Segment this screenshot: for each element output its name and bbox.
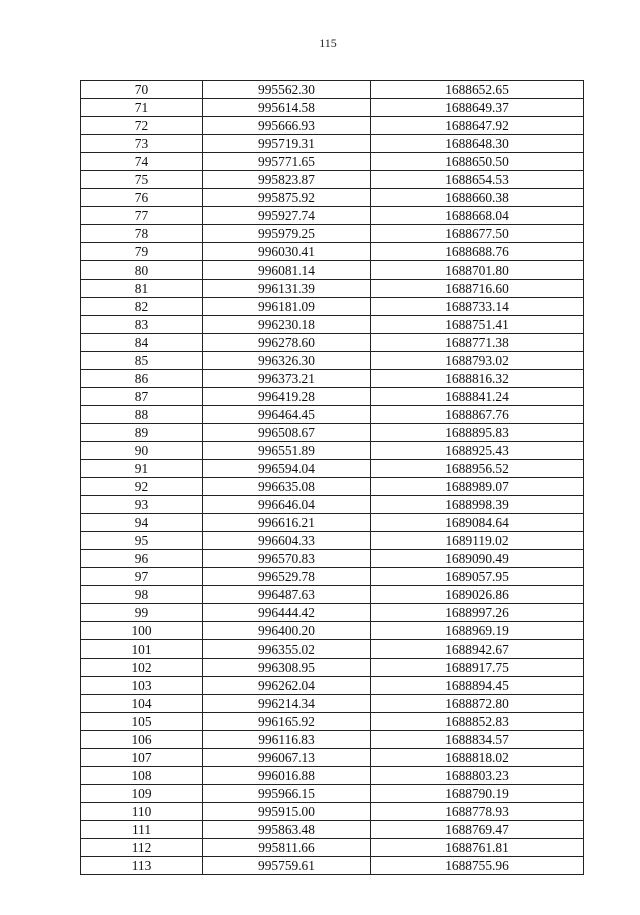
point-number-cell: 88 <box>81 405 203 423</box>
x-coordinate-cell: 996604.33 <box>203 532 371 550</box>
table-row <box>81 423 584 441</box>
point-number-cell: 105 <box>81 712 203 730</box>
x-coordinate-cell: 996326.30 <box>203 351 371 369</box>
table-row <box>81 550 584 568</box>
y-coordinate-cell: 1688778.93 <box>371 802 584 820</box>
table-row <box>81 766 584 784</box>
point-number-cell: 81 <box>81 279 203 297</box>
table-row <box>81 243 584 261</box>
x-coordinate-cell: 996444.42 <box>203 604 371 622</box>
y-coordinate-cell: 1688867.76 <box>371 405 584 423</box>
y-coordinate-cell: 1688654.53 <box>371 171 584 189</box>
point-number-cell: 80 <box>81 261 203 279</box>
point-number-cell: 87 <box>81 387 203 405</box>
table-row <box>81 604 584 622</box>
table-row <box>81 207 584 225</box>
x-coordinate-cell: 996594.04 <box>203 459 371 477</box>
table-row <box>81 838 584 856</box>
x-coordinate-cell: 996529.78 <box>203 568 371 586</box>
table-row <box>81 694 584 712</box>
point-number-cell: 112 <box>81 838 203 856</box>
x-coordinate-cell: 996419.28 <box>203 387 371 405</box>
table-row <box>81 297 584 315</box>
y-coordinate-cell: 1688755.96 <box>371 857 584 875</box>
y-coordinate-cell: 1688751.41 <box>371 315 584 333</box>
table-row <box>81 459 584 477</box>
x-coordinate-cell: 996355.02 <box>203 640 371 658</box>
y-coordinate-cell: 1688852.83 <box>371 712 584 730</box>
y-coordinate-cell: 1688716.60 <box>371 279 584 297</box>
coordinates-table <box>80 80 584 875</box>
point-number-cell: 84 <box>81 333 203 351</box>
point-number-cell: 95 <box>81 532 203 550</box>
point-number-cell: 108 <box>81 766 203 784</box>
table-row <box>81 99 584 117</box>
table-row <box>81 802 584 820</box>
table-row <box>81 369 584 387</box>
y-coordinate-cell: 1688793.02 <box>371 351 584 369</box>
table-row <box>81 315 584 333</box>
point-number-cell: 90 <box>81 441 203 459</box>
y-coordinate-cell: 1688998.39 <box>371 496 584 514</box>
table-row <box>81 225 584 243</box>
y-coordinate-cell: 1689084.64 <box>371 514 584 532</box>
table-row <box>81 333 584 351</box>
y-coordinate-cell: 1688733.14 <box>371 297 584 315</box>
y-coordinate-cell: 1688701.80 <box>371 261 584 279</box>
x-coordinate-cell: 995759.61 <box>203 857 371 875</box>
x-coordinate-cell: 996278.60 <box>203 333 371 351</box>
x-coordinate-cell: 996116.83 <box>203 730 371 748</box>
point-number-cell: 98 <box>81 586 203 604</box>
point-number-cell: 82 <box>81 297 203 315</box>
table-row <box>81 586 584 604</box>
x-coordinate-cell: 995979.25 <box>203 225 371 243</box>
y-coordinate-cell: 1688761.81 <box>371 838 584 856</box>
x-coordinate-cell: 996373.21 <box>203 369 371 387</box>
x-coordinate-cell: 995811.66 <box>203 838 371 856</box>
y-coordinate-cell: 1688660.38 <box>371 189 584 207</box>
y-coordinate-cell: 1688803.23 <box>371 766 584 784</box>
table-row <box>81 514 584 532</box>
table-row <box>81 135 584 153</box>
point-number-cell: 79 <box>81 243 203 261</box>
y-coordinate-cell: 1688816.32 <box>371 369 584 387</box>
point-number-cell: 97 <box>81 568 203 586</box>
table-row <box>81 351 584 369</box>
point-number-cell: 103 <box>81 676 203 694</box>
table-row <box>81 820 584 838</box>
point-number-cell: 102 <box>81 658 203 676</box>
point-number-cell: 78 <box>81 225 203 243</box>
y-coordinate-cell: 1688652.65 <box>371 81 584 99</box>
point-number-cell: 110 <box>81 802 203 820</box>
table-row <box>81 496 584 514</box>
y-coordinate-cell: 1688894.45 <box>371 676 584 694</box>
x-coordinate-cell: 996508.67 <box>203 423 371 441</box>
table-row <box>81 279 584 297</box>
y-coordinate-cell: 1688790.19 <box>371 784 584 802</box>
x-coordinate-cell: 996551.89 <box>203 441 371 459</box>
x-coordinate-cell: 996400.20 <box>203 622 371 640</box>
point-number-cell: 72 <box>81 117 203 135</box>
y-coordinate-cell: 1688677.50 <box>371 225 584 243</box>
point-number-cell: 89 <box>81 423 203 441</box>
x-coordinate-cell: 995666.93 <box>203 117 371 135</box>
x-coordinate-cell: 996487.63 <box>203 586 371 604</box>
point-number-cell: 83 <box>81 315 203 333</box>
point-number-cell: 71 <box>81 99 203 117</box>
y-coordinate-cell: 1688917.75 <box>371 658 584 676</box>
x-coordinate-cell: 996308.95 <box>203 658 371 676</box>
table-row <box>81 387 584 405</box>
y-coordinate-cell: 1688942.67 <box>371 640 584 658</box>
y-coordinate-cell: 1688648.30 <box>371 135 584 153</box>
table-row <box>81 405 584 423</box>
y-coordinate-cell: 1688771.38 <box>371 333 584 351</box>
point-number-cell: 96 <box>81 550 203 568</box>
page-number: 115 <box>319 36 337 50</box>
point-number-cell: 70 <box>81 81 203 99</box>
table-row <box>81 658 584 676</box>
table-row <box>81 117 584 135</box>
table-row <box>81 676 584 694</box>
y-coordinate-cell: 1689026.86 <box>371 586 584 604</box>
table-row <box>81 478 584 496</box>
table-row <box>81 441 584 459</box>
point-number-cell: 106 <box>81 730 203 748</box>
x-coordinate-cell: 995915.00 <box>203 802 371 820</box>
point-number-cell: 91 <box>81 459 203 477</box>
point-number-cell: 111 <box>81 820 203 838</box>
x-coordinate-cell: 996131.39 <box>203 279 371 297</box>
x-coordinate-cell: 995771.65 <box>203 153 371 171</box>
x-coordinate-cell: 996464.45 <box>203 405 371 423</box>
point-number-cell: 104 <box>81 694 203 712</box>
point-number-cell: 77 <box>81 207 203 225</box>
point-number-cell: 76 <box>81 189 203 207</box>
y-coordinate-cell: 1689057.95 <box>371 568 584 586</box>
x-coordinate-cell: 995562.30 <box>203 81 371 99</box>
table-row <box>81 189 584 207</box>
x-coordinate-cell: 996646.04 <box>203 496 371 514</box>
point-number-cell: 100 <box>81 622 203 640</box>
x-coordinate-cell: 996165.92 <box>203 712 371 730</box>
point-number-cell: 99 <box>81 604 203 622</box>
table-row <box>81 640 584 658</box>
point-number-cell: 86 <box>81 369 203 387</box>
point-number-cell: 92 <box>81 478 203 496</box>
point-number-cell: 101 <box>81 640 203 658</box>
table-row <box>81 730 584 748</box>
y-coordinate-cell: 1688818.02 <box>371 748 584 766</box>
table-row <box>81 784 584 802</box>
x-coordinate-cell: 996570.83 <box>203 550 371 568</box>
y-coordinate-cell: 1688649.37 <box>371 99 584 117</box>
table-row <box>81 568 584 586</box>
y-coordinate-cell: 1688834.57 <box>371 730 584 748</box>
y-coordinate-cell: 1688956.52 <box>371 459 584 477</box>
point-number-cell: 109 <box>81 784 203 802</box>
x-coordinate-cell: 996181.09 <box>203 297 371 315</box>
y-coordinate-cell: 1688925.43 <box>371 441 584 459</box>
x-coordinate-cell: 996262.04 <box>203 676 371 694</box>
table-row <box>81 532 584 550</box>
x-coordinate-cell: 996230.18 <box>203 315 371 333</box>
x-coordinate-cell: 996214.34 <box>203 694 371 712</box>
x-coordinate-cell: 995927.74 <box>203 207 371 225</box>
point-number-cell: 85 <box>81 351 203 369</box>
x-coordinate-cell: 995823.87 <box>203 171 371 189</box>
table-row <box>81 857 584 875</box>
y-coordinate-cell: 1688668.04 <box>371 207 584 225</box>
y-coordinate-cell: 1689119.02 <box>371 532 584 550</box>
x-coordinate-cell: 995966.15 <box>203 784 371 802</box>
x-coordinate-cell: 995863.48 <box>203 820 371 838</box>
point-number-cell: 73 <box>81 135 203 153</box>
y-coordinate-cell: 1688969.19 <box>371 622 584 640</box>
y-coordinate-cell: 1688688.76 <box>371 243 584 261</box>
table-row <box>81 81 584 99</box>
point-number-cell: 113 <box>81 857 203 875</box>
point-number-cell: 75 <box>81 171 203 189</box>
table-row <box>81 153 584 171</box>
y-coordinate-cell: 1689090.49 <box>371 550 584 568</box>
table-row <box>81 171 584 189</box>
y-coordinate-cell: 1688872.80 <box>371 694 584 712</box>
x-coordinate-cell: 995875.92 <box>203 189 371 207</box>
y-coordinate-cell: 1688769.47 <box>371 820 584 838</box>
table-row <box>81 622 584 640</box>
x-coordinate-cell: 995614.58 <box>203 99 371 117</box>
table-row <box>81 261 584 279</box>
y-coordinate-cell: 1688647.92 <box>371 117 584 135</box>
x-coordinate-cell: 996016.88 <box>203 766 371 784</box>
x-coordinate-cell: 996616.21 <box>203 514 371 532</box>
x-coordinate-cell: 996067.13 <box>203 748 371 766</box>
point-number-cell: 107 <box>81 748 203 766</box>
table-row <box>81 748 584 766</box>
point-number-cell: 93 <box>81 496 203 514</box>
x-coordinate-cell: 995719.31 <box>203 135 371 153</box>
y-coordinate-cell: 1688997.26 <box>371 604 584 622</box>
point-number-cell: 74 <box>81 153 203 171</box>
x-coordinate-cell: 996635.08 <box>203 478 371 496</box>
point-number-cell: 94 <box>81 514 203 532</box>
y-coordinate-cell: 1688650.50 <box>371 153 584 171</box>
y-coordinate-cell: 1688841.24 <box>371 387 584 405</box>
table-row <box>81 712 584 730</box>
coordinates-table-body <box>81 81 584 875</box>
x-coordinate-cell: 996081.14 <box>203 261 371 279</box>
x-coordinate-cell: 996030.41 <box>203 243 371 261</box>
y-coordinate-cell: 1688989.07 <box>371 478 584 496</box>
y-coordinate-cell: 1688895.83 <box>371 423 584 441</box>
